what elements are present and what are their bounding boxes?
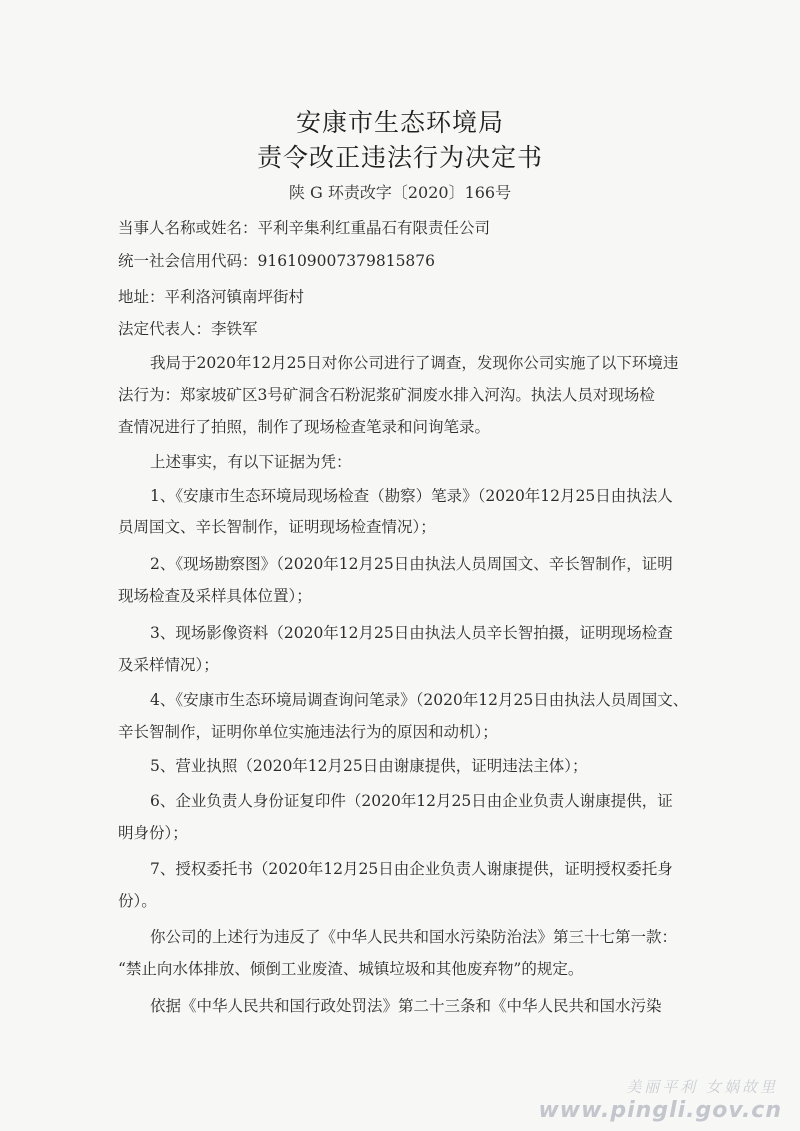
- document-title: 责令改正违法行为决定书: [256, 143, 543, 172]
- paragraph-line: 你公司的上述行为违反了《中华人民共和国水污染防治法》第三十七第一款：: [150, 928, 678, 946]
- address: 地址：平利洛河镇南坪街村: [118, 288, 305, 306]
- evidence-item-5: 5、营业执照（2020年12月25日由谢康提供，证明违法主体）；: [150, 757, 588, 775]
- document-title-issuer: 安康市生态环境局: [295, 108, 504, 137]
- paragraph-line: 查情况进行了拍照，制作了现场检查笔录和问询笔录。: [118, 418, 491, 436]
- evidence-item-1: 1、《安康市生态环境局现场检查（勘察）笔录》（2020年12月25日由执法人: [150, 487, 673, 505]
- evidence-item-7: 7、授权委托书（2020年12月25日由企业负责人谢康提供，证明授权委托身: [150, 860, 673, 878]
- evidence-item-2: 2、《现场勘察图》（2020年12月25日由执法人员周国文、辛长智制作，证明: [150, 555, 673, 573]
- party-name: 当事人名称或姓名：平利辛集利红重晶石有限责任公司: [118, 219, 491, 237]
- evidence-item-6-cont: 明身份）；: [118, 824, 188, 842]
- paragraph-line: 依据《中华人民共和国行政处罚法》第二十三条和《中华人民共和国水污染: [150, 997, 662, 1015]
- watermark-url: www.pingli.gov.cn: [538, 1098, 782, 1123]
- credit-code: 统一社会信用代码：916109007379815876: [118, 252, 436, 270]
- paragraph-line: 法行为：郑家坡矿区3号矿洞含石粉泥浆矿洞废水排入河沟。执法人员对现场检: [118, 386, 655, 404]
- evidence-item-3-cont: 及采样情况）；: [118, 656, 219, 674]
- evidence-item-4-cont: 辛长智制作，证明你单位实施违法行为的原因和动机）；: [118, 723, 498, 741]
- evidence-item-1-cont: 员周国文、辛长智制作，证明现场检查情况）；: [118, 518, 436, 536]
- evidence-item-2-cont: 现场检查及采样具体位置）；: [118, 587, 312, 605]
- legal-representative: 法定代表人：李铁军: [118, 320, 258, 338]
- evidence-item-4: 4、《安康市生态环境局调查询问笔录》（2020年12月25日由执法人员周国文、: [150, 691, 689, 709]
- paragraph-line: “禁止向水体排放、倾倒工业废渣、城镇垃圾和其他废弃物”的规定。: [118, 960, 584, 978]
- paragraph-line: 我局于2020年12月25日对你公司进行了调查，发现你公司实施了以下环境违: [150, 354, 679, 372]
- evidence-item-3: 3、现场影像资料（2020年12月25日由执法人员辛长智拍摄，证明现场检查: [150, 624, 673, 642]
- document-number: 陕 G 环责改字〔2020〕166号: [288, 183, 512, 202]
- paragraph-line: 上述事实，有以下证据为凭：: [150, 453, 352, 471]
- evidence-item-7-cont: 份）。: [118, 892, 157, 910]
- watermark-slogan: 美丽平利 女娲故里: [626, 1078, 778, 1096]
- evidence-item-6: 6、企业负责人身份证复印件（2020年12月25日由企业负责人谢康提供，证: [150, 792, 673, 810]
